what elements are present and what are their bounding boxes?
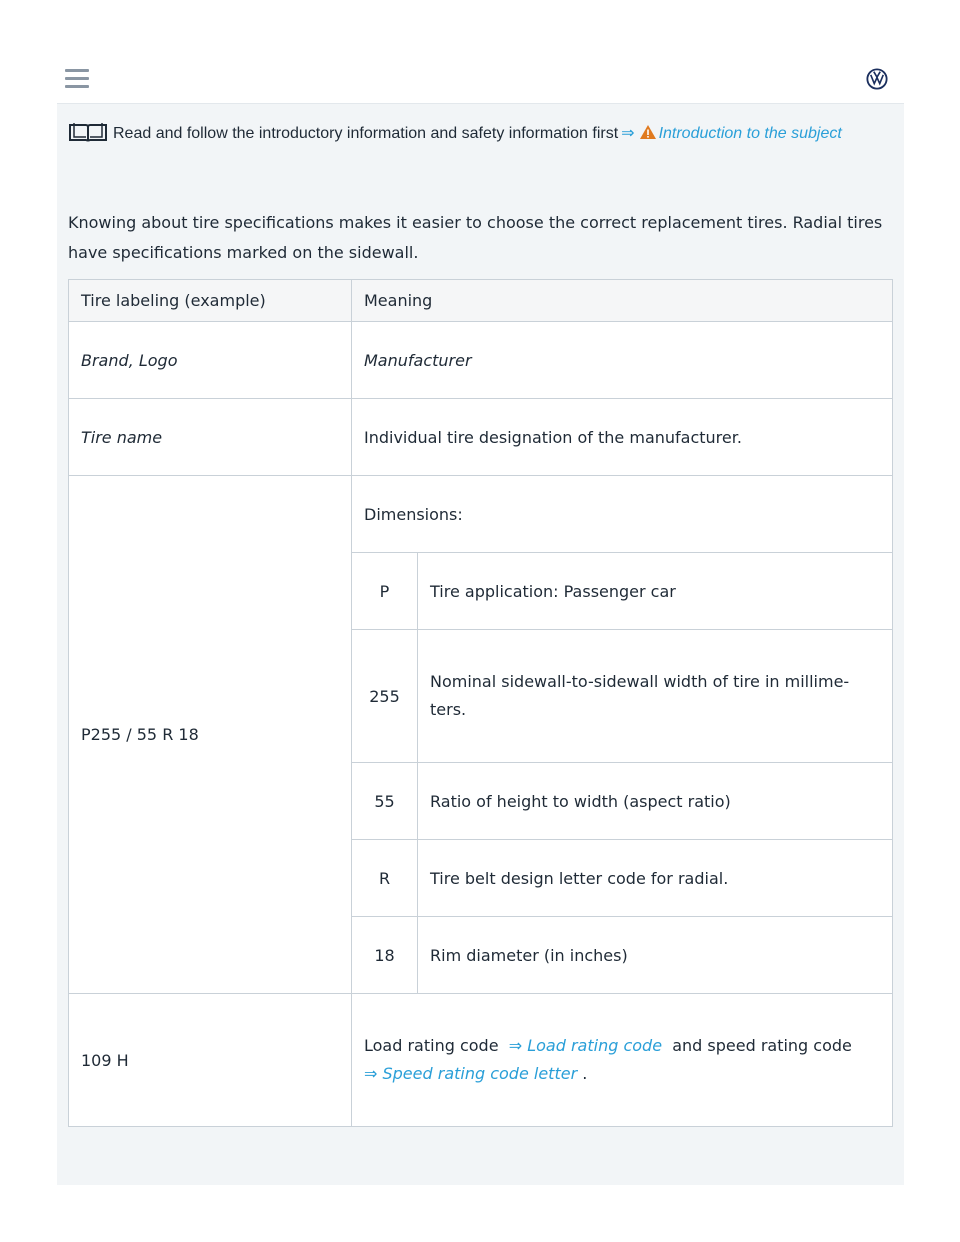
table-header-row [69, 280, 893, 322]
table-row [69, 399, 893, 476]
dimension-code: 55 [352, 763, 418, 840]
header-tire-labeling: Tire labeling (example) [69, 280, 352, 322]
top-bar [57, 55, 904, 104]
intro-paragraph: Knowing about tire specifications makes it easier to choose the correct replacement tires. Radial tires have specifications marked on the sidewall. [68, 213, 883, 262]
dimension-code: R [352, 840, 418, 917]
label-tire-name: Tire name [69, 399, 352, 476]
vw-logo-icon[interactable] [866, 68, 888, 90]
table-row [69, 476, 893, 553]
label-tire-size: P255 / 55 R 18 [69, 476, 352, 994]
load-rating-link[interactable]: ⇒ Load rating code [508, 1036, 663, 1055]
dimension-desc-text: Nominal sidewall-to-sidewall width of tire in millime-ters. [430, 672, 850, 719]
dimensions-label: Dimensions: [352, 476, 893, 553]
dimension-desc [418, 630, 893, 763]
arrow-icon: ⇒ [621, 125, 635, 142]
dimension-desc: Tire belt design letter code for radial. [418, 840, 893, 917]
meaning-tire-name: Individual tire designation of the manufacturer. [352, 399, 893, 476]
dimension-desc: Rim diameter (in inches) [418, 917, 893, 994]
header-meaning: Meaning [352, 280, 893, 322]
meaning-load-speed [352, 994, 893, 1127]
warning-icon [639, 124, 657, 140]
speed-rating-link[interactable]: ⇒ Speed rating code letter [364, 1064, 578, 1083]
safety-notice [68, 120, 893, 147]
dimension-code: 18 [352, 917, 418, 994]
dimension-desc: Tire application: Passenger car [418, 553, 893, 630]
load-text-b: and speed rating code [672, 1036, 852, 1055]
load-speed-text [364, 1018, 880, 1102]
table-row [69, 994, 893, 1127]
label-brand: Brand, Logo [69, 322, 352, 399]
load-text-c: . [582, 1064, 588, 1083]
label-load-speed: 109 H [69, 994, 352, 1127]
dimension-desc: Ratio of height to width (aspect ratio) [418, 763, 893, 840]
introduction-link[interactable]: Introduction to the subject [658, 125, 842, 142]
table-row [69, 322, 893, 399]
tire-spec-table [68, 279, 893, 1127]
notice-text: Read and follow the introductory information and safety information first [113, 125, 619, 142]
menu-icon[interactable] [65, 69, 89, 89]
book-icon [68, 122, 108, 142]
dimension-code: P [352, 553, 418, 630]
meaning-brand: Manufacturer [352, 322, 893, 399]
dimension-code: 255 [352, 630, 418, 763]
load-text-a: Load rating code [364, 1036, 499, 1055]
